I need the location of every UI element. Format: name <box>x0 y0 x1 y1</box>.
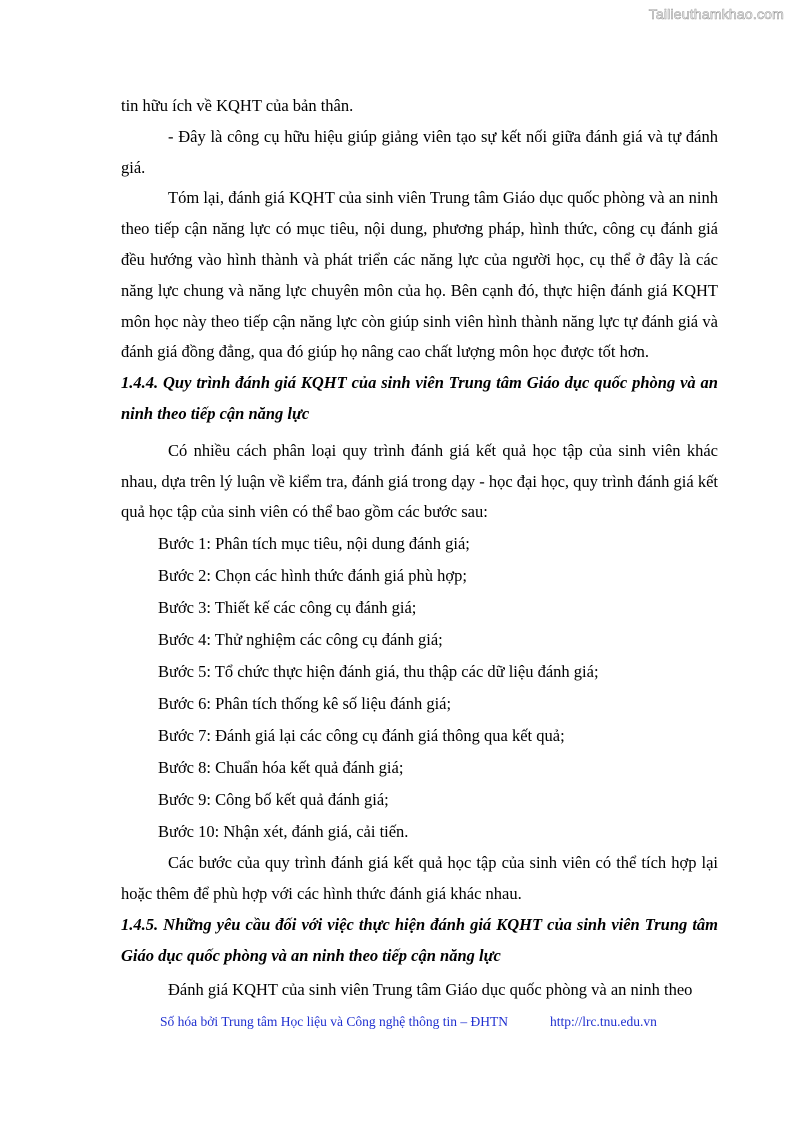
paragraph-1: tin hữu ích về KQHT của bản thân. <box>121 96 354 115</box>
footer-url-link[interactable]: http://lrc.tnu.edu.vn <box>550 1014 657 1029</box>
step-item: Bước 3: Thiết kế các công cụ đánh giá; <box>158 598 417 618</box>
paragraph-3: Tóm lại, đánh giá KQHT của sinh viên Trung tâm Giáo dục quốc phòng và an ninh theo tiếp cận năng lực có mục tiêu, nội dung, phương pháp, hình thức, công cụ đánh giá đều hướng vào hình thành và phát triển các năng lực của người học, cụ thể ở đây là các năng lực chung và năng lực chuyên môn của họ. Bên cạnh đó, thực hiện đánh giá KQHT môn học này theo tiếp cận năng lực còn giúp sinh viên hình thành năng lực tự đánh giá và đánh giá đồng đẳng, qua đó giúp họ nâng cao chất lượng môn học được tốt hơn. <box>121 188 718 362</box>
watermark: Tailieuthamkhao.com <box>648 6 784 22</box>
step-item: Bước 7: Đánh giá lại các công cụ đánh giá thông qua kết quả; <box>158 726 565 746</box>
footer <box>160 1014 657 1030</box>
paragraph-2: - Đây là công cụ hữu hiệu giúp giảng viên tạo sự kết nối giữa đánh giá và tự đánh giá. <box>121 126 718 177</box>
step-item: Bước 5: Tổ chức thực hiện đánh giá, thu thập các dữ liệu đánh giá; <box>158 662 599 682</box>
step-item: Bước 2: Chọn các hình thức đánh giá phù hợp; <box>158 566 467 586</box>
step-item: Bước 4: Thử nghiệm các công cụ đánh giá; <box>158 630 443 650</box>
paragraph-6: Đánh giá KQHT của sinh viên Trung tâm Giáo dục quốc phòng và an ninh theo <box>168 980 693 1000</box>
step-list <box>121 528 718 848</box>
step-item: Bước 6: Phân tích thống kê số liệu đánh giá; <box>158 694 452 714</box>
section-heading-1-4-4: 1.4.4. Quy trình đánh giá KQHT của sinh viên Trung tâm Giáo dục quốc phòng và an ninh theo tiếp cận năng lực <box>121 373 718 423</box>
paragraph-5: Các bước của quy trình đánh giá kết quả học tập của sinh viên có thể tích hợp lại hoặc thêm để phù hợp với các hình thức đánh giá khác nhau. <box>121 853 718 903</box>
step-item: Bước 9: Công bố kết quả đánh giá; <box>158 790 389 810</box>
footer-text: Số hóa bởi Trung tâm Học liệu và Công nghệ thông tin – ĐHTN <box>160 1014 509 1029</box>
step-item: Bước 8: Chuẩn hóa kết quả đánh giá; <box>158 758 404 778</box>
step-item: Bước 1: Phân tích mục tiêu, nội dung đánh giá; <box>158 534 470 554</box>
step-item: Bước 10: Nhận xét, đánh giá, cải tiến. <box>158 822 409 842</box>
section-heading-1-4-5: 1.4.5. Những yêu cầu đối với việc thực hiện đánh giá KQHT của sinh viên Trung tâm Giáo dục quốc phòng và an ninh theo tiếp cận năng lực <box>121 914 718 965</box>
document-body <box>121 91 718 1006</box>
paragraph-4: Có nhiều cách phân loại quy trình đánh giá kết quả học tập của sinh viên khác nhau, dựa trên lý luận về kiểm tra, đánh giá trong dạy - học đại học, quy trình đánh giá kết quả học tập của sinh viên có thể bao gồm các bước sau: <box>121 440 718 522</box>
